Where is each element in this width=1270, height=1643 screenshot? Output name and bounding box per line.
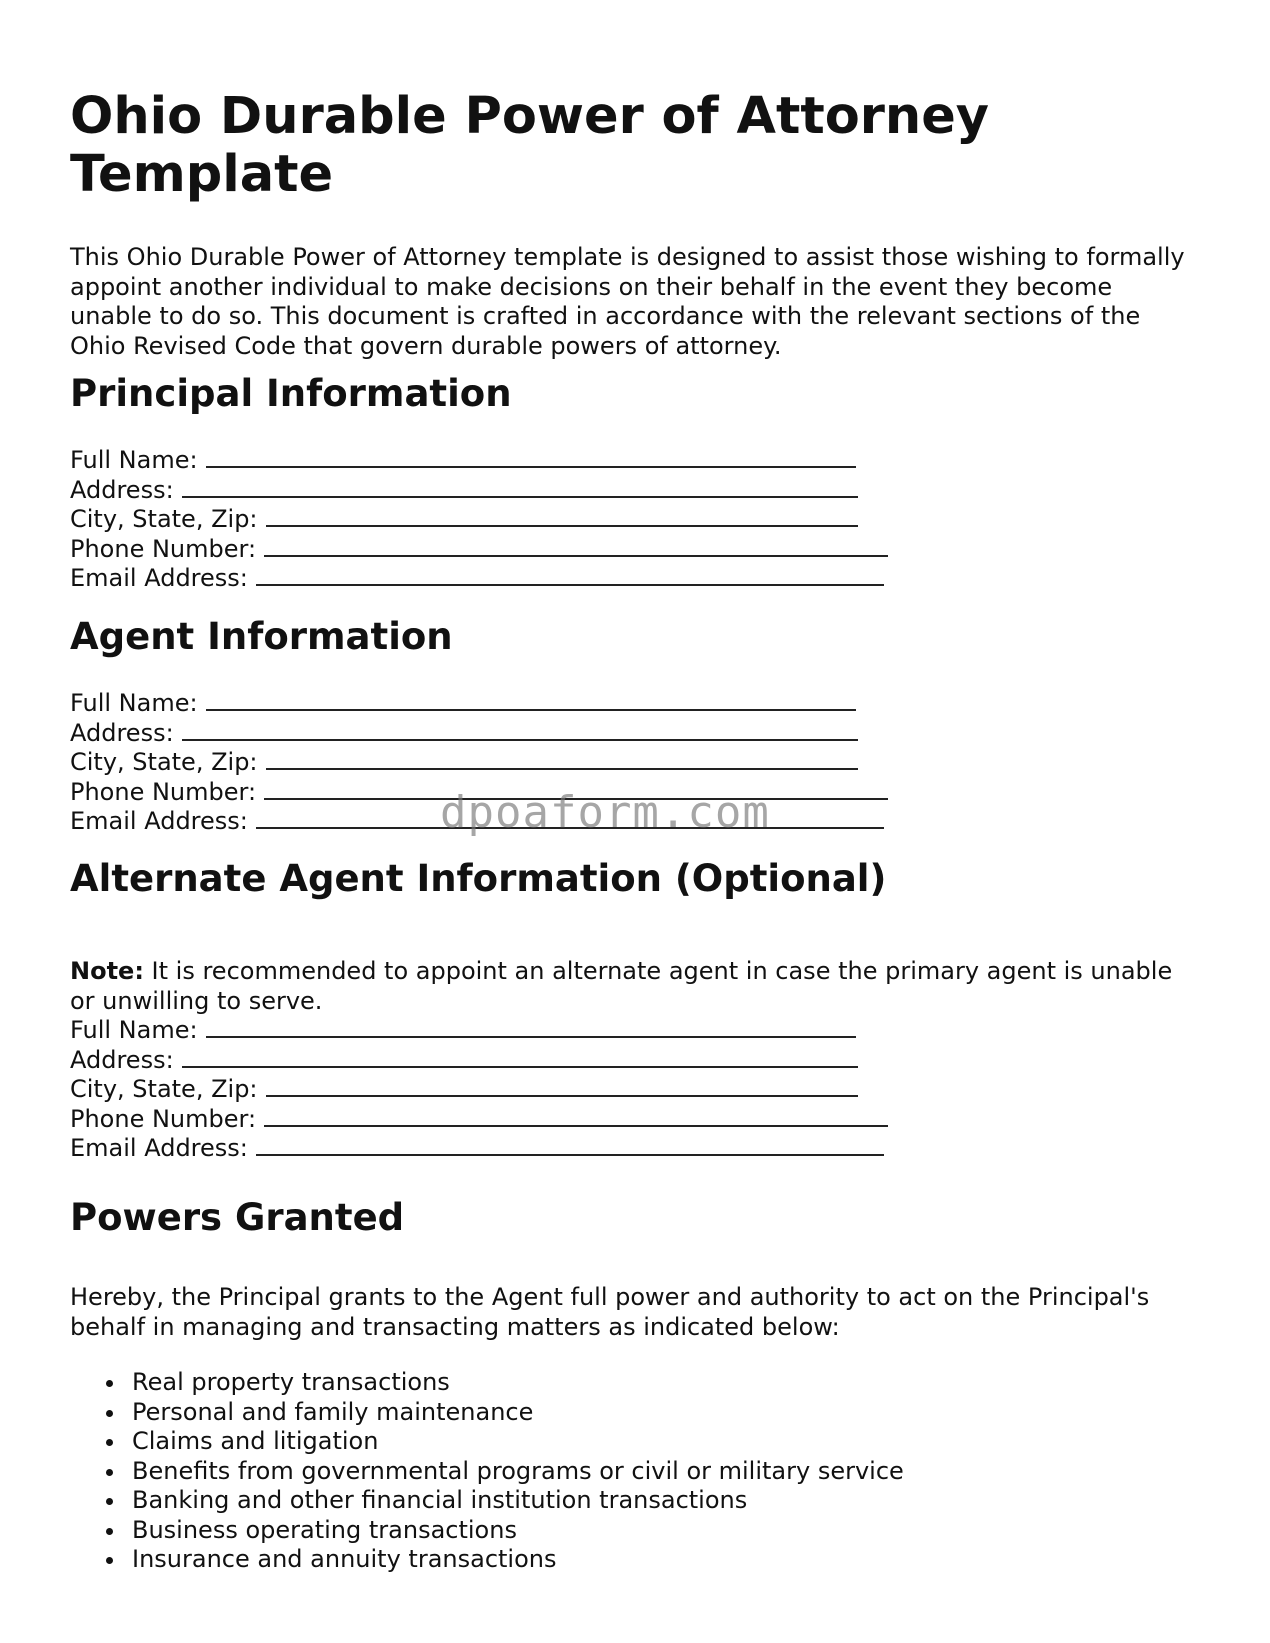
principal-fields [70,446,888,594]
note-text: It is recommended to appoint an alternate agent in case the primary agent is unable or unwilling to serve. [70,957,1173,1015]
agent-city-state-zip-field[interactable] [70,748,888,778]
principal-heading: Principal Information [70,372,512,415]
alternate-phone-field[interactable] [70,1105,888,1135]
blank-line[interactable] [266,750,858,770]
list-item: Claims and litigation [132,1427,904,1457]
alternate-agent-heading: Alternate Agent Information (Optional) [70,857,887,900]
principal-email-field[interactable] [70,564,888,594]
blank-line[interactable] [206,691,856,711]
list-item: Banking and other financial institution transactions [132,1486,904,1516]
agent-address-field[interactable] [70,719,888,749]
field-label: Email Address: [70,1134,248,1162]
blank-line[interactable] [206,1018,856,1038]
alternate-agent-fields [70,1016,888,1164]
blank-line[interactable] [182,1048,858,1068]
field-label: City, State, Zip: [70,1075,258,1103]
page-title: Ohio Durable Power of Attorney Template [70,87,990,204]
alternate-city-state-zip-field[interactable] [70,1075,888,1105]
field-label: Phone Number: [70,777,257,806]
field-label: Full Name: [70,689,198,717]
blank-line[interactable] [266,507,858,527]
field-label: Phone Number: [70,534,257,563]
field-label: Address: [70,475,174,504]
agent-full-name-field[interactable] [70,689,888,719]
alternate-email-field[interactable] [70,1134,888,1164]
blank-line[interactable] [182,478,858,498]
blank-line[interactable] [264,537,888,557]
field-label: City, State, Zip: [70,505,258,533]
alternate-full-name-field[interactable] [70,1016,888,1046]
field-label: Address: [70,1045,174,1074]
field-label: Full Name: [70,1016,198,1044]
list-item: Real property transactions [132,1368,904,1398]
list-item: Benefits from governmental programs or civil or military service [132,1456,904,1485]
list-item: Business operating transactions [132,1516,904,1546]
alternate-agent-note [70,957,1200,1016]
blank-line[interactable] [206,448,856,468]
blank-line[interactable] [264,1107,888,1127]
blank-line[interactable] [256,566,884,586]
powers-heading: Powers Granted [70,1196,405,1239]
field-label: Email Address: [70,564,248,592]
list-item: Insurance and annuity transactions [132,1545,904,1575]
blank-line[interactable] [256,1136,884,1156]
field-label: Phone Number: [70,1104,257,1133]
field-label: Email Address: [70,807,248,835]
field-label: Address: [70,718,174,747]
blank-line[interactable] [266,1077,858,1097]
list-item: Personal and family maintenance [132,1398,904,1428]
principal-address-field[interactable] [70,476,888,506]
principal-phone-field[interactable] [70,535,888,565]
note-label: Note: [70,957,144,985]
agent-heading: Agent Information [70,615,453,658]
blank-line[interactable] [182,721,858,741]
powers-list [70,1368,904,1575]
principal-full-name-field[interactable] [70,446,888,476]
intro-paragraph: This Ohio Durable Power of Attorney template is designed to assist those wishing to formally appoint another individual to make decisions on their behalf in the event they become unable to do so. This document is crafted in accordance with the relevant sections of the Ohio Revised Code that govern durable powers of attorney. [70,243,1185,360]
alternate-address-field[interactable] [70,1046,888,1076]
principal-city-state-zip-field[interactable] [70,505,888,535]
powers-paragraph: Hereby, the Principal grants to the Agent full power and authority to act on the Principal's behalf in managing and transacting matters as indicated below: [70,1283,1150,1341]
field-label: City, State, Zip: [70,748,258,776]
field-label: Full Name: [70,446,198,474]
watermark: dpoaform.com [440,787,770,838]
